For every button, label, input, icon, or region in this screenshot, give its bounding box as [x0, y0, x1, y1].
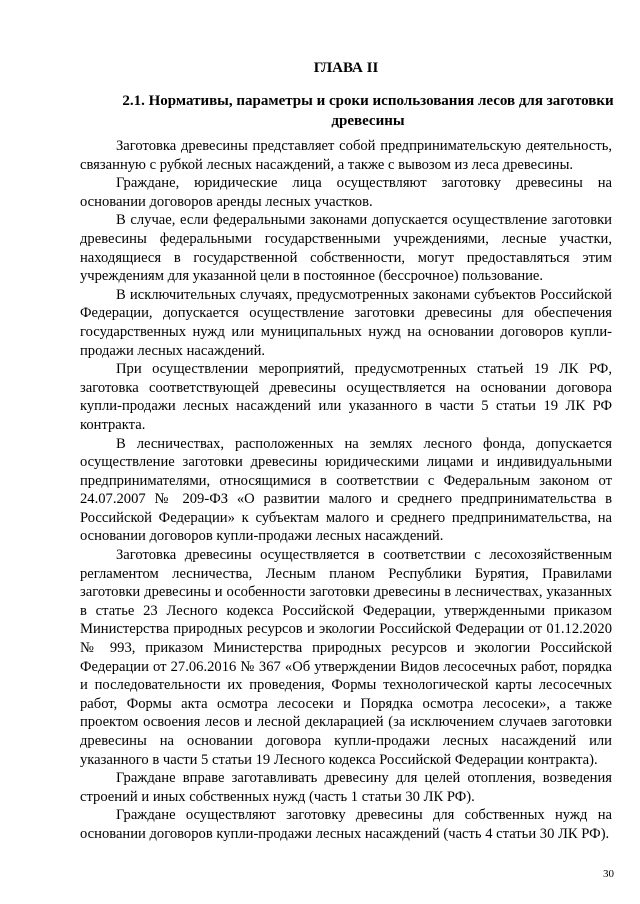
section-title: 2.1. Нормативы, параметры и сроки использования лесов для заготовки древесины [122, 93, 614, 129]
paragraph: В исключительных случаях, предусмотренных законами субъектов Российской Федерации, допускается осуществление заготовки древесины для обеспечения государственных нужд или муниципальных нужд на основании договоров купли-продажи лесных насаждений. [80, 286, 612, 359]
paragraph: При осуществлении мероприятий, предусмотренных статьей 19 ЛК РФ, заготовка соответствующей древесины осуществляется на основании договора купли-продажи лесных насаждений или указанного в части 5 статьи 19 ЛК РФ контракта. [80, 361, 612, 433]
paragraph: В лесничествах, расположенных на землях лесного фонда, допускается осуществление заготовки древесины юридическими лицами и индивидуальными предпринимателями, относящимися в соответствии с Федеральным законом от 24.07.2007 № 209-ФЗ «О развитии малого и среднего предпринимательства в Российской Федерации» к субъектам малого и среднего предпринимательства, на основании договоров купли-продажи лесных насаждений. [80, 435, 612, 545]
body-text [80, 137, 612, 844]
paragraph: В случае, если федеральными законами допускается осуществление заготовки древесины федеральными государственными учреждениями, лесные участки, находящиеся в государственной собственности, могут предоставляться этим учреждениям для указанной цели в постоянное (бессрочное) пользование. [80, 212, 612, 285]
chapter-title: ГЛАВА II [313, 60, 379, 76]
paragraph: Заготовка древесины представляет собой предпринимательскую деятельность, связанную с рубкой лесных насаждений, а также с вывозом из леса древесины. [80, 138, 612, 173]
paragraph: Граждане, юридические лица осуществляют заготовку древесины на основании договоров аренды лесных участков. [80, 175, 612, 210]
page-number: 30 [603, 868, 614, 880]
paragraph: Заготовка древесины осуществляется в соответствии с лесохозяйственным регламентом лесничества, Лесным планом Республики Бурятия, Правилами заготовки древесины и особенности заготовки древесины в лесничествах, указанных в статье 23 Лесного кодекса Российской Федерации, утвержденными приказом Министерства природных ресурсов и экологии Российской Федерации от 01.12.2020 № 993, приказом Министерства природных ресурсов и экологии Российской Федерации от 27.06.2016 № 367 «Об утверждении Видов лесосечных работ, порядка и последовательности их проведения, Формы технологической карты лесосечных работ, Формы акта осмотра лесосеки и Порядка осмотра лесосеки», а также проектом освоения лесов и лесной декларацией (за исключением случаев заготовки древесины на основании договора купли-продажи лесных насаждений или указанного в части 5 статьи 19 Лесного кодекса Российской Федерации контракта). [80, 547, 612, 768]
paragraph: Граждане осуществляют заготовку древесины для собственных нужд на основании договоров купли-продажи лесных насаждений (часть 4 статьи 30 ЛК РФ). [80, 807, 612, 842]
paragraph: Граждане вправе заготавливать древесину для целей отопления, возведения строений и иных собственных нужд (часть 1 статьи 30 ЛК РФ). [80, 770, 612, 805]
